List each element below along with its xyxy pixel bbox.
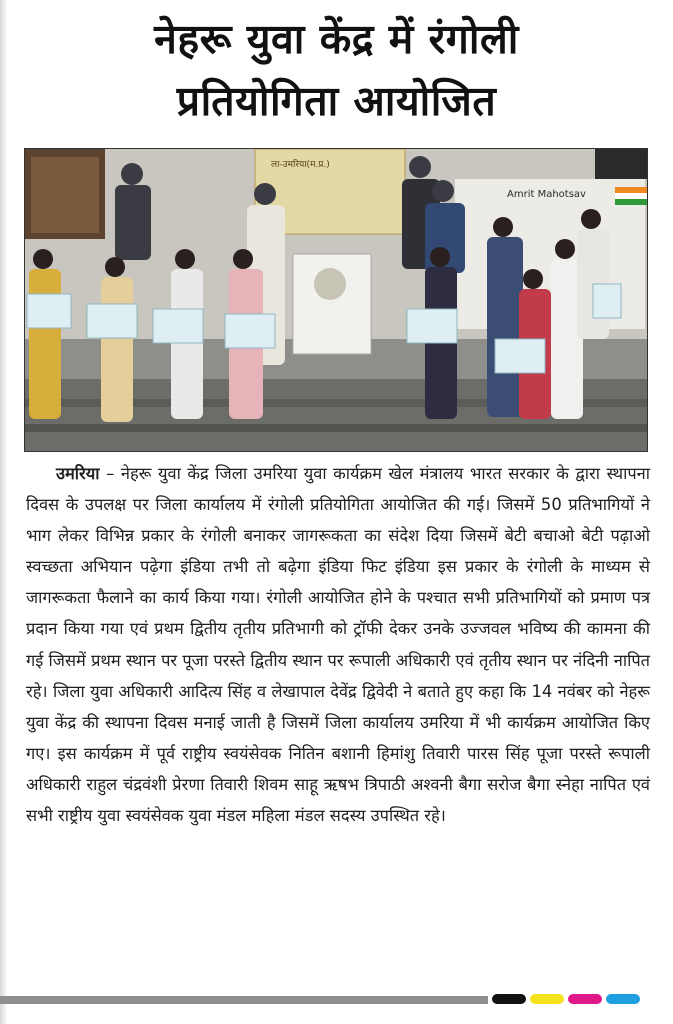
article-text: – नेहरू युवा केंद्र जिला उमरिया युवा कार्यक्रम खेल मंत्रालय भारत सरकार के द्वारा स्थापना दिवस के उपलक्ष पर जिला कार्यालय में रंगोली प्रतियोगिता आयोजित की गई। जिसमें 50 प्रतिभागियों ने भाग लेकर विभिन्न प्रकार के रंगोली बनाकर जागरूकता का संदेश दिया जिसमें बेटी बचाओ बेटी पढ़ाओ स्वच्छता अभियान पढ़ेगा इंडिया तभी तो बढ़ेगा इंडिया फिट इंडिया इस प्रकार के रंगोली के माध्यम से जागरूकता फैलाने का कार्य किया गया। रंगोली आयोजित होने के पश्चात सभी प्रतिभागियों को प्रमाण पत्र प्रदान किया गया एवं प्रथम द्वितीय तृतीय प्रतिभागी को ट्रॉफी देकर उनके उज्जवल भविष्य की कामना की गई जिसमें प्रथम स्थान पर पूजा परस्ते द्वितीय स्थान पर रूपाली अधिकारी एवं तृतीय स्थान पर नंदिनी नापित रहे। जिला युवा अधिकारी आदित्य सिंह व लेखापाल देवेंद्र द्विवेदी ने बताते हुए कहा कि 14 नवंबर को नेहरू युवा केंद्र की स्थापना दिवस मनाई जाती है जिसमें जिला कार्यालय उमरिया में भी कार्यक्रम आयोजित किए गए। इस कार्यक्रम में पूर्व राष्ट्रीय स्वयंसेवक नितिन बशानी हिमांशु तिवारी पारस सिंह पूजा परस्ते रूपाली अधिकारी राहुल चंद्रवंशी प्रेरणा तिवारी शिवम साहू ऋषभ त्रिपाठी अश्वनी बैगा सरोज बैगा स्नेहा नापित एवं सभी राष्ट्रीय युवा स्वयंसेवक युवा मंडल महिला मंडल सदस्य उपस्थित रहे।: [26, 464, 650, 826]
color-swatch-yellow: [530, 994, 564, 1004]
photo-banner-text: Amrit Mahotsav: [507, 189, 586, 200]
headline-line-1: नेहरू युवा केंद्र में रंगोली: [154, 15, 519, 63]
article-body: [26, 458, 650, 831]
article-dateline: उमरिया: [56, 464, 100, 483]
bottom-rule: [0, 996, 488, 1004]
color-swatch-black: [492, 994, 526, 1004]
headline: [0, 14, 673, 126]
color-swatch-cyan: [606, 994, 640, 1004]
page-edge-shadow: [0, 0, 8, 1024]
news-photo: [24, 148, 648, 452]
color-swatch-magenta: [568, 994, 602, 1004]
photo-banner-text-2: ला-उमरिया(म.प्र.): [271, 160, 330, 170]
headline-line-2: प्रतियोगिता आयोजित: [176, 77, 497, 125]
